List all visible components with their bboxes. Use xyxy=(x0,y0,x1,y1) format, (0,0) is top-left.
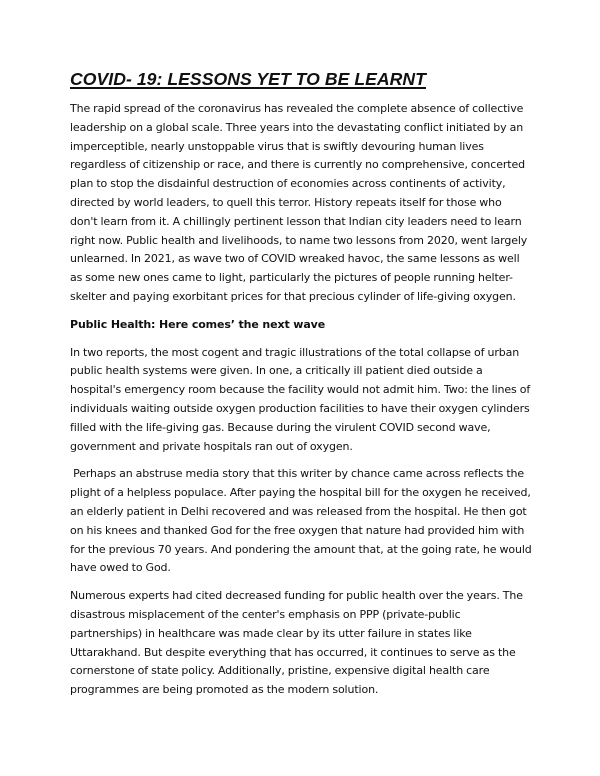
document-title: COVID- 19: LESSONS YET TO BE LEARNT xyxy=(70,69,426,89)
paragraph-media-story: Perhaps an abstruse media story that this writer by chance came across reflects the plight of a helpless populace. After paying the hospital bill for the oxygen he received, an elderly patient in Delhi recovered and was released from the hospital. He then got on his knees and thanked God for the free oxygen that nature had provided him with for the previous 70 years. And pondering the amount that, at the going rate, he would have owed to God. xyxy=(70,467,535,575)
section-heading: Public Health: Here comes’ the next wave xyxy=(70,317,326,331)
document-page xyxy=(70,68,535,709)
paragraph-reports: In two reports, the most cogent and tragic illustrations of the total collapse of urban public health systems were given. In one, a critically ill patient died outside a hospital's emergency room because the facility would not admit him. Two: the lines of individuals waiting outside oxygen production facilities to have their oxygen cylinders filled with the life-giving gas. Because during the virulent COVID second wave, government and private hospitals ran out of oxygen. xyxy=(70,345,531,453)
paragraph-intro: The rapid spread of the coronavirus has revealed the complete absence of collective leadership on a global scale. Three years into the devastating conflict initiated by an imperceptible, nearly unstoppable virus that is swiftly devouring human lives regardless of citizenship or race, and there is currently no comprehensive, concerted plan to stop the disdainful destruction of economies across continents of activity, directed by world leaders, to quell this terror. History repeats itself for those who don't learn from it. A chillingly pertinent lesson that Indian city leaders need to learn right now. Public health and livelihoods, to name two lessons from 2020, went largely unlearned. In 2021, as wave two of COVID wreaked havoc, the same lessons as well as some new ones came to light, particularly the pictures of people running helter-skelter and paying exorbitant prices for that precious cylinder of life-giving oxygen. xyxy=(70,102,528,303)
paragraph-funding: Numerous experts had cited decreased funding for public health over the years. The disastrous misplacement of the center's emphasis on PPP (private-public partnerships) in healthcare was made clear by its utter failure in states like Uttarakhand. But despite everything that has occurred, it continues to serve as the cornerstone of state policy. Additionally, pristine, expensive digital health care programmes are being promoted as the modern solution. xyxy=(70,589,523,697)
